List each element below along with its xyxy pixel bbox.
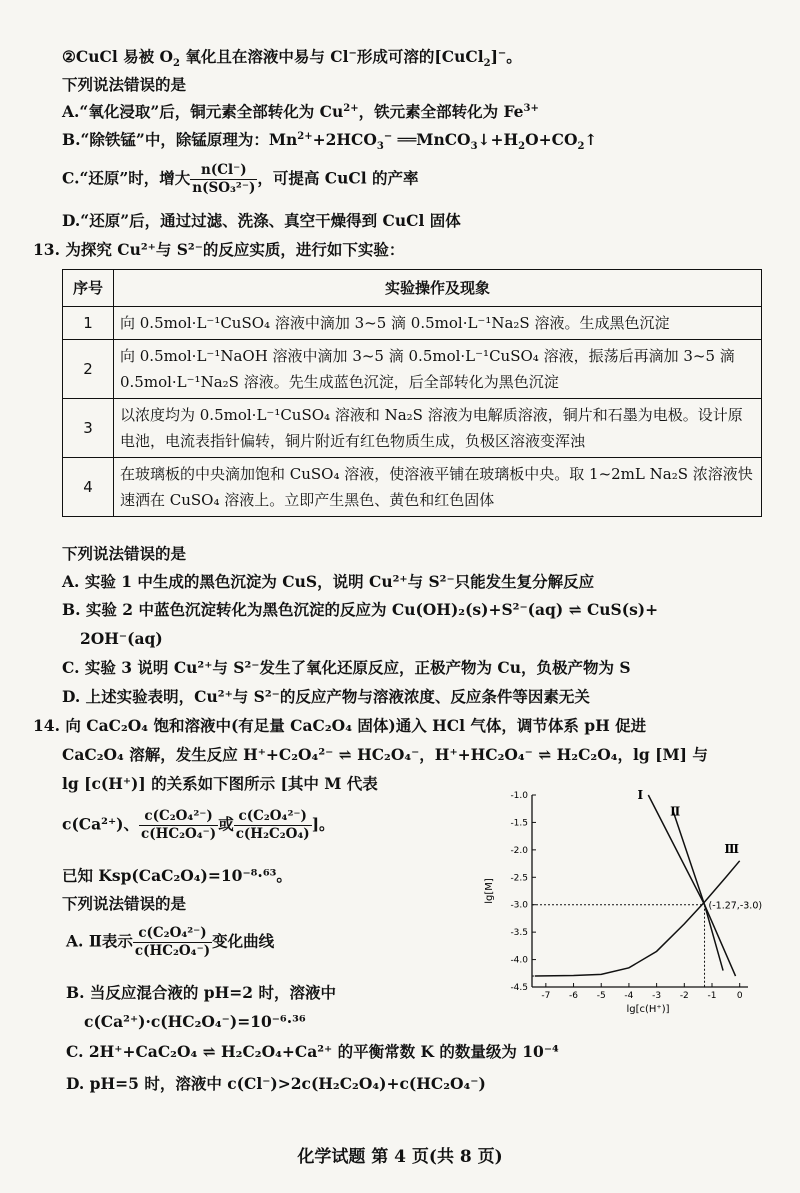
fraction-1: $\frac{\text{c(C₂O₄²⁻)}}{\text{c(HC₂O₄⁻)}}$ <box>140 808 217 842</box>
table-row <box>63 399 762 458</box>
intersection-label: (-1.27,-3.0) <box>708 900 763 912</box>
q12-option-a: A.“氧化浸取”后，铜元素全部转化为 $Cu^{2+}$，铁元素全部转化为 $Fe^{3+}$ <box>62 102 539 121</box>
y-tick-label: -2.5 <box>510 873 528 884</box>
chart-ticks <box>510 791 742 1001</box>
q12-option-c: C.“还原”时，增大 $\frac{n(Cl^-)}{\text{n(SO₃²⁻)}}$ ，可提高 CuCl 的产率 <box>62 162 419 196</box>
x-tick-label: -1 <box>707 991 717 1001</box>
q13-option-c: C. 实验 3 说明 Cu²⁺与 S²⁻发生了氧化还原反应，正极产物为 Cu，负极产物为 S <box>62 658 631 677</box>
table-cell-text: 向 0.5mol·L⁻¹NaOH 溶液中滴加 3~5 滴 0.5mol·L⁻¹CuSO₄ 溶液，振荡后再滴加 3~5 滴 0.5mol·L⁻¹Na₂S 溶液。先生成蓝色沉淀，后全部转化为黑色沉淀 <box>114 340 762 399</box>
q13-ask: 下列说法错误的是 <box>62 544 187 563</box>
table-row <box>63 340 762 399</box>
x-tick-label: -4 <box>624 991 634 1001</box>
x-tick-label: -5 <box>596 991 606 1001</box>
q14-line2: CaC₂O₄ 溶解，发生反应 H⁺+C₂O₄²⁻ ⇌ HC₂O₄⁻，H⁺+HC₂O₄⁻ ⇌ H₂C₂O₄，lg [M] 与 <box>62 745 708 764</box>
table-cell-text: 以浓度均为 0.5mol·L⁻¹CuSO₄ 溶液和 Na₂S 溶液为电解质溶液，铜片和石墨为电极。设计原电池，电流表指针偏转，铜片附近有红色物质生成，负极区溶液变浑浊 <box>114 399 762 458</box>
q13-option-d: D. 上述实验表明，Cu²⁺与 S²⁻的反应产物与溶液浓度、反应条件等因素无关 <box>62 687 590 706</box>
series-label: Ⅲ <box>724 841 740 856</box>
q14-option-b: B. 当反应混合液的 pH=2 时，溶液中 <box>66 983 336 1002</box>
q14-ksp: 已知 Ksp(CaC₂O₄)=10⁻⁸·⁶³。 <box>62 866 292 885</box>
q13-option-a: A. 实验 1 中生成的黑色沉淀为 CuS，说明 Cu²⁺与 S²⁻只能发生复分解反应 <box>62 572 595 591</box>
table-cell-index: 4 <box>63 458 114 517</box>
page-footer: 化学试题 第 4 页(共 8 页) <box>297 1147 503 1167</box>
y-tick-label: -4.5 <box>510 983 528 993</box>
q13-option-b-cont: 2OH⁻(aq) <box>80 629 163 648</box>
q12-option-b: B.“除铁锰”中，除锰原理为：$Mn^{2+}+2HCO_3^-$ $══MnCO_3↓+H_2O+CO_2↑$ <box>62 130 598 153</box>
table-header-operation: 实验操作及现象 <box>114 270 762 307</box>
table-header-index: 序号 <box>63 270 114 307</box>
y-tick-label: -2.0 <box>510 845 528 856</box>
table-cell-index: 2 <box>63 340 114 399</box>
table-header-row <box>63 270 762 307</box>
table-cell-text: 在玻璃板的中央滴加饱和 CuSO₄ 溶液，使溶液平铺在玻璃板中央。取 1~2mL Na₂S 浓溶液快速洒在 CuSO₄ 溶液上。立即产生黑色、黄色和红色固体 <box>114 458 762 517</box>
y-axis-label: lg[M] <box>484 878 495 904</box>
x-tick-label: -7 <box>541 991 551 1001</box>
x-axis-label: lg[c(H⁺)] <box>626 1004 670 1015</box>
q14-option-d: D. pH=5 时，溶液中 c(Cl⁻)>2c(H₂C₂O₄)+c(HC₂O₄⁻) <box>66 1074 486 1093</box>
table-cell-index: 3 <box>63 399 114 458</box>
q12-note2: ②CuCl 易被 $O_2$ 氧化且在溶液中易与 Cl−形成可溶的[CuCl$_2$]−。 <box>62 47 522 70</box>
y-tick-label: -3.0 <box>510 900 528 911</box>
y-tick-label: -3.5 <box>510 928 528 939</box>
q14-ask: 下列说法错误的是 <box>62 894 187 913</box>
x-tick-label: -3 <box>652 991 662 1001</box>
fraction-2: $\frac{\text{c(C₂O₄²⁻)}}{\text{c(H₂C₂O₄)}}$ <box>235 808 310 842</box>
chart-lines <box>532 795 740 976</box>
series-line-I <box>648 795 735 976</box>
q14-option-b-cont: c(Ca²⁺)·c(HC₂O₄⁻)=10⁻⁶·³⁶ <box>84 1012 306 1031</box>
experiment-table <box>62 269 762 517</box>
x-tick-label: -2 <box>679 991 689 1001</box>
series-label: I <box>637 788 644 802</box>
table-cell-index: 1 <box>63 307 114 340</box>
q13-option-b: B. 实验 2 中蓝色沉淀转化为黑色沉淀的反应为 Cu(OH)₂(s)+S²⁻(aq) ⇌ CuS(s)+ <box>62 600 659 619</box>
y-tick-label: -1.5 <box>510 818 528 829</box>
table-cell-text: 向 0.5mol·L⁻¹CuSO₄ 溶液中滴加 3~5 滴 0.5mol·L⁻¹Na₂S 溶液。生成黑色沉淀 <box>114 307 762 340</box>
q12-option-d: D.“还原”后，通过过滤、洗涤、真空干燥得到 CuCl 固体 <box>62 211 461 230</box>
q14-line1: 14. 向 CaC₂O₄ 饱和溶液中(有足量 CaC₂O₄ 固体)通入 HCl 气体，调节体系 pH 促进 <box>33 716 647 735</box>
x-tick-label: 0 <box>736 991 743 1001</box>
series-label: Ⅱ <box>670 804 681 819</box>
table-row <box>63 458 762 517</box>
fraction-a: $\frac{\text{c(C₂O₄²⁻)}}{\text{c(HC₂O₄⁻)}}$ <box>134 925 211 959</box>
q14-line4: c(Ca²⁺)、 $\frac{\text{c(C₂O₄²⁻)}}{\text{c(HC₂O₄⁻)}}$ 或 $\frac{\text{c(C₂O₄²⁻)}}{\text{c(H₂C₂O₄)}}$ ]。 <box>62 808 335 842</box>
q12-stem: 下列说法错误的是 <box>62 75 187 94</box>
ratio-fraction: $\frac{n(Cl^-)}{\text{n(SO₃²⁻)}}$ <box>192 162 256 196</box>
q14-option-c: C. 2H⁺+CaC₂O₄ ⇌ H₂C₂O₄+Ca²⁺ 的平衡常数 K 的数量级为 10⁻⁴ <box>66 1042 559 1061</box>
q13-stem: 13. 为探究 Cu²⁺与 S²⁻的反应实质，进行如下实验： <box>33 240 405 259</box>
q14-line3: lg [c(H⁺)] 的关系如下图所示 [其中 M 代表 <box>62 774 378 793</box>
chart-axes <box>532 795 748 987</box>
y-tick-label: -4.0 <box>510 955 528 966</box>
x-tick-label: -6 <box>569 991 579 1001</box>
lgM-vs-lgH-chart <box>470 775 770 1015</box>
y-tick-label: -1.0 <box>510 791 528 801</box>
q14-option-a: A. Ⅱ表示 $\frac{\text{c(C₂O₄²⁻)}}{\text{c(HC₂O₄⁻)}}$ 变化曲线 <box>66 925 275 959</box>
table-row <box>63 307 762 340</box>
